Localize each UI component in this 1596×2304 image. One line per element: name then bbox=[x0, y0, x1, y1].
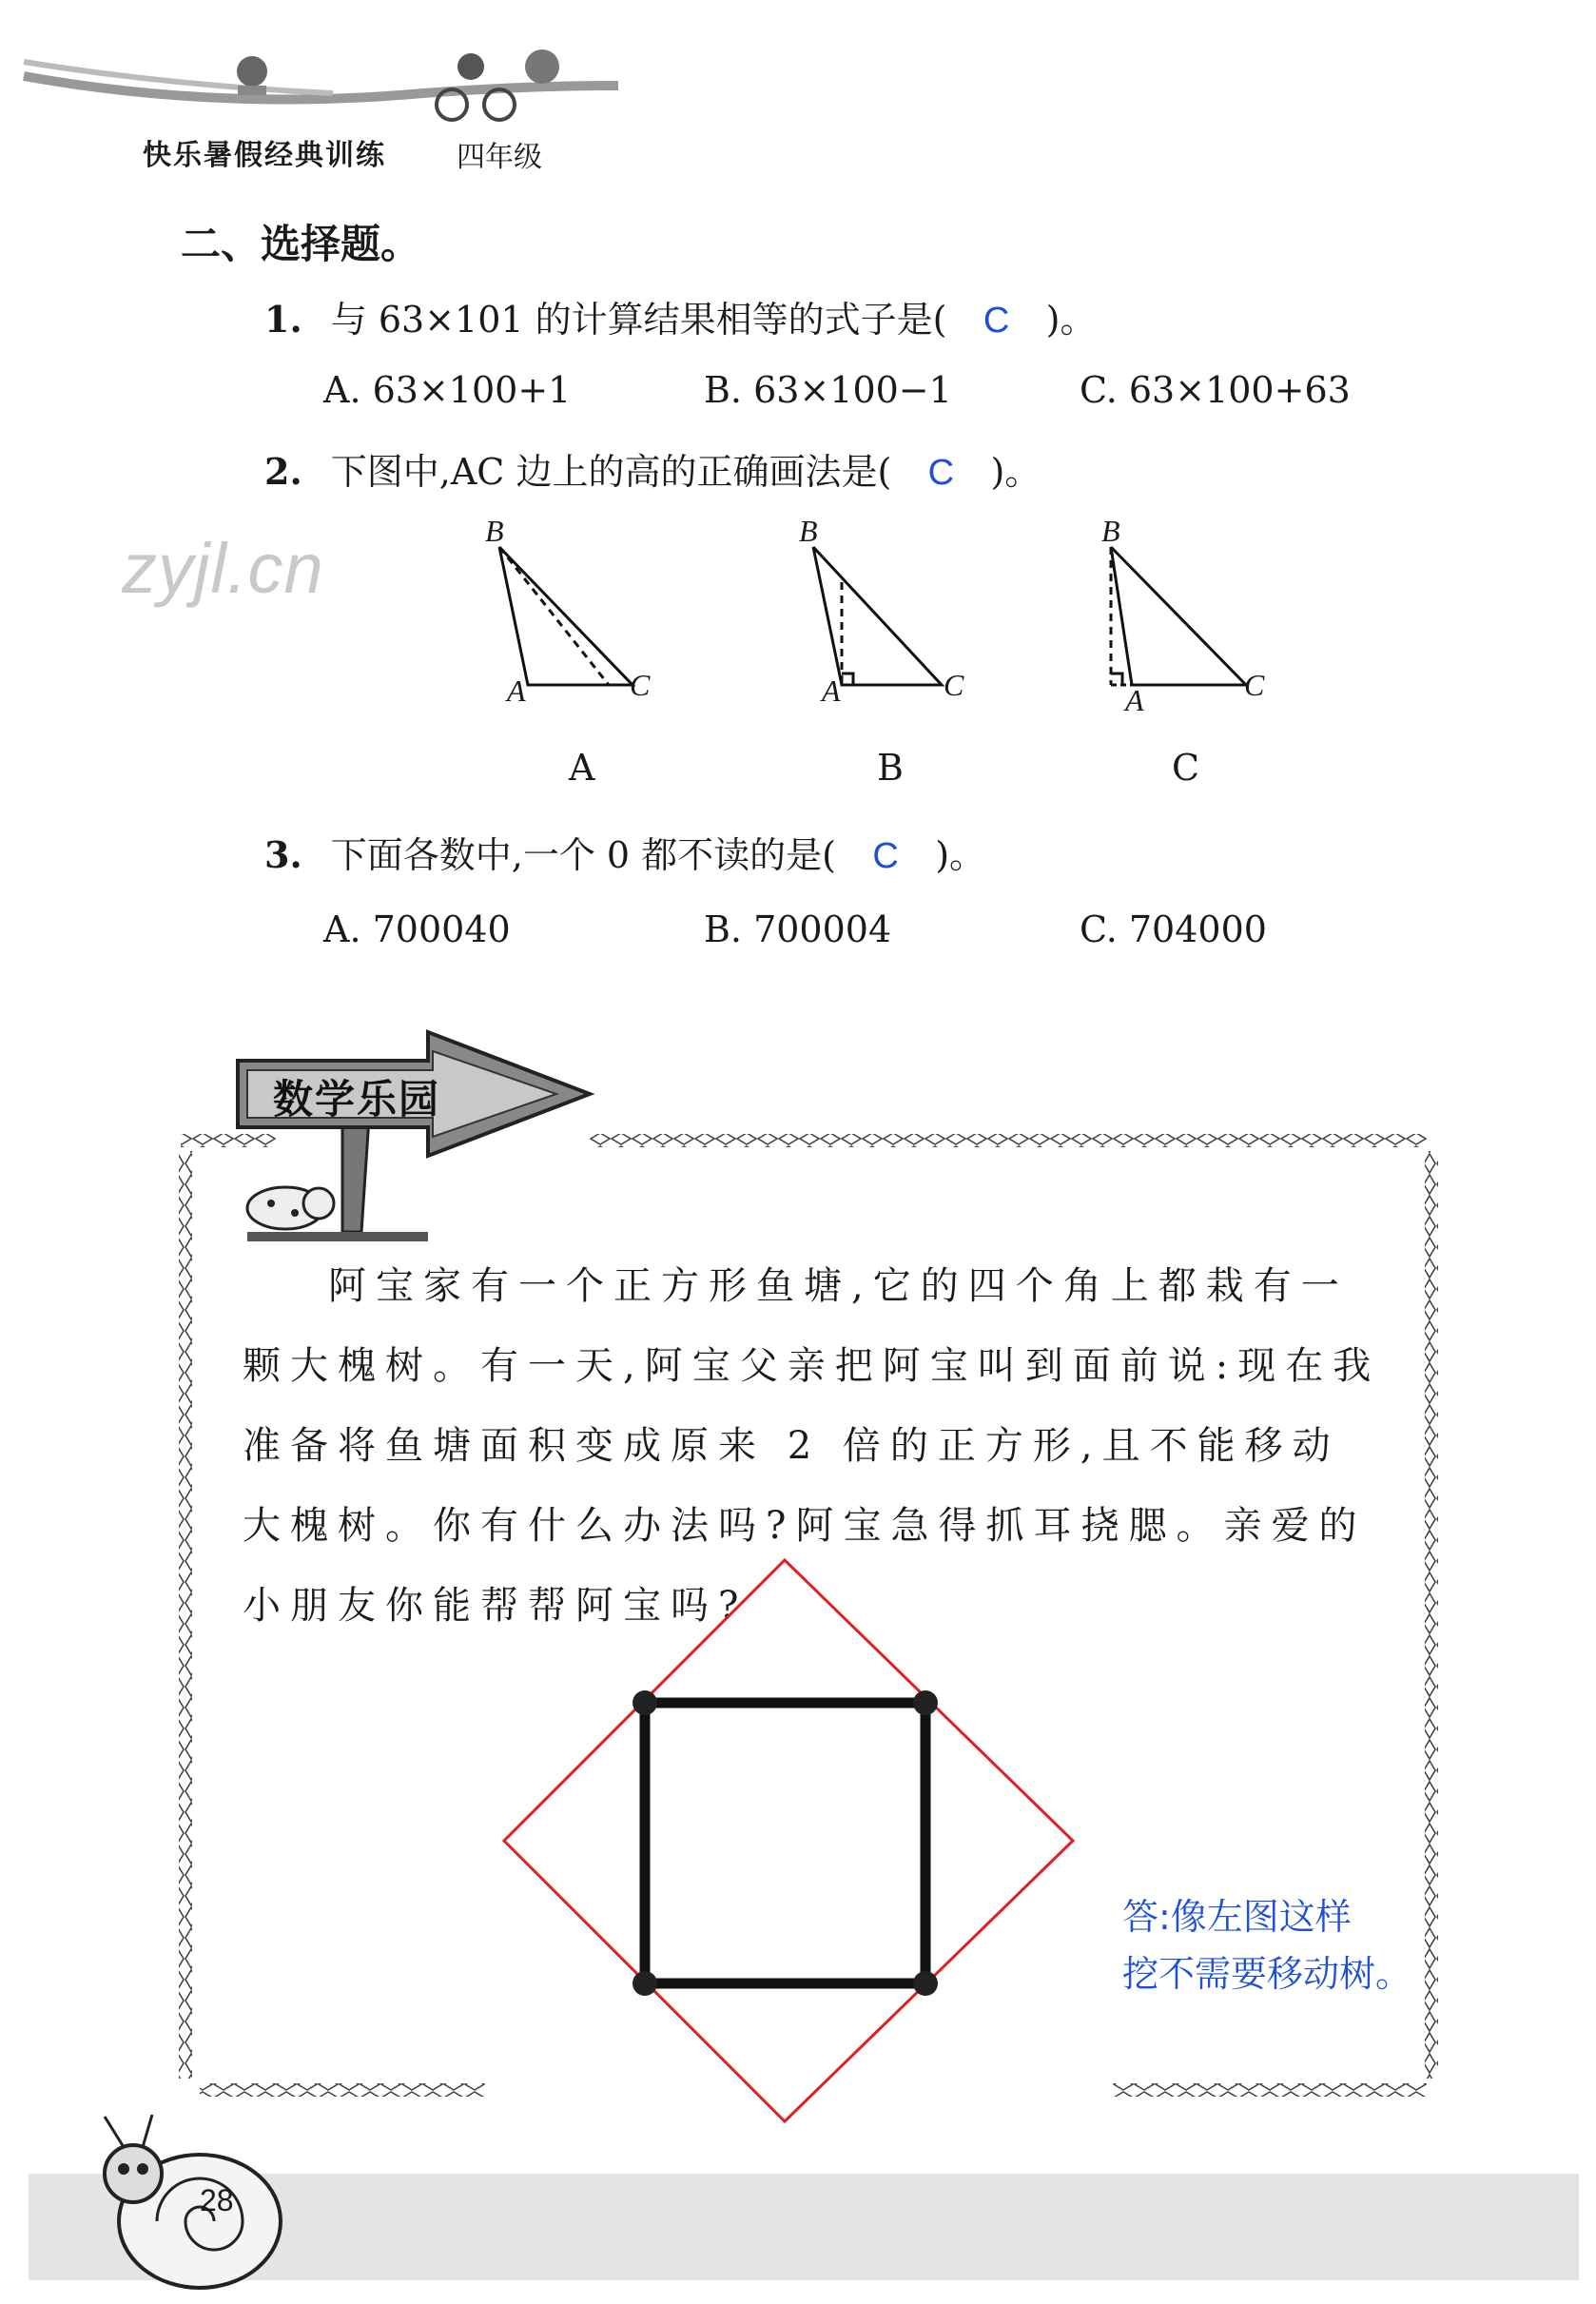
section-title: 二、选择题。 bbox=[181, 221, 421, 267]
question-2 bbox=[264, 442, 1041, 495]
header-decoration bbox=[19, 19, 628, 133]
question-text: 下图中,AC 边上的高的正确画法是( bbox=[330, 451, 892, 493]
header-grade: 四年级 bbox=[457, 141, 542, 174]
figure-label-b: B bbox=[877, 747, 904, 789]
vertex-b-2: B bbox=[799, 514, 818, 548]
vertex-a-3: A bbox=[1125, 683, 1144, 717]
tree-dot bbox=[633, 1690, 657, 1715]
pond-diagram bbox=[495, 1551, 1084, 2140]
question-3 bbox=[264, 826, 985, 878]
question-number: 1. bbox=[264, 298, 302, 341]
option-b: B. 63×100−1 bbox=[704, 369, 952, 411]
figure-label-a: A bbox=[569, 747, 595, 789]
snail-mascot bbox=[90, 2107, 300, 2297]
garden-answer-line-1: 答:像左图这样 bbox=[1122, 1896, 1352, 1938]
answer-mark: C bbox=[983, 301, 1010, 341]
option-c: C. 704000 bbox=[1080, 908, 1267, 950]
triangle-figures bbox=[457, 514, 1313, 723]
triangle-a bbox=[499, 547, 633, 685]
triangle-b bbox=[813, 547, 942, 685]
question-number: 3. bbox=[264, 833, 302, 876]
enlarged-square bbox=[504, 1560, 1073, 2121]
triangle-c bbox=[1111, 547, 1246, 685]
original-square bbox=[645, 1703, 925, 1983]
tree-dot bbox=[913, 1971, 938, 1996]
vertex-c-2: C bbox=[944, 668, 964, 702]
figure-label-c: C bbox=[1172, 747, 1200, 789]
question-text-end: )。 bbox=[1045, 299, 1097, 341]
question-text: 下面各数中,一个 0 都不读的是( bbox=[330, 834, 837, 876]
vertex-b-1: B bbox=[485, 514, 504, 548]
question-1 bbox=[264, 290, 1097, 342]
signpost-graphic bbox=[228, 1023, 609, 1251]
answer-mark: C bbox=[872, 836, 899, 876]
tree-dot bbox=[913, 1690, 938, 1715]
garden-answer-line-2: 挖不需要移动树。 bbox=[1122, 1953, 1412, 1995]
option-c: C. 63×100+63 bbox=[1080, 369, 1351, 411]
vertex-b-3: B bbox=[1101, 514, 1120, 548]
question-number: 2. bbox=[264, 450, 302, 493]
header-title: 快乐暑假经典训练 bbox=[143, 139, 386, 172]
question-text-end: )。 bbox=[990, 451, 1041, 493]
option-b: B. 700004 bbox=[704, 908, 892, 950]
answer-mark: C bbox=[927, 453, 955, 493]
watermark: zyjl.cn bbox=[122, 529, 324, 608]
tree-dot bbox=[633, 1971, 657, 1996]
vertex-c-3: C bbox=[1244, 668, 1265, 702]
option-a: A. 63×100+1 bbox=[323, 369, 572, 411]
vertex-c-1: C bbox=[630, 668, 651, 702]
garden-answer bbox=[1122, 1888, 1411, 2002]
vertex-a-1: A bbox=[507, 674, 526, 708]
option-a: A. 700040 bbox=[323, 908, 511, 950]
question-text: 与 63×101 的计算结果相等的式子是( bbox=[330, 299, 947, 341]
vertex-a-2: A bbox=[822, 674, 841, 708]
garden-paragraph-text: 阿宝家有一个正方形鱼塘,它的四个角上都栽有一颗大槐树。有一天,阿宝父亲把阿宝叫到面前说:现在我准备将鱼塘面积变成原来 2 倍的正方形,且不能移动大槐树。你有什么办法吗?阿宝急得抓耳挠腮。亲爱的小朋友你能帮帮阿宝吗? bbox=[243, 1264, 1381, 1628]
page-number: 28 bbox=[200, 2183, 234, 2217]
question-text-end: )。 bbox=[935, 834, 986, 876]
garden-sign-label: 数学乐园 bbox=[273, 1076, 441, 1123]
